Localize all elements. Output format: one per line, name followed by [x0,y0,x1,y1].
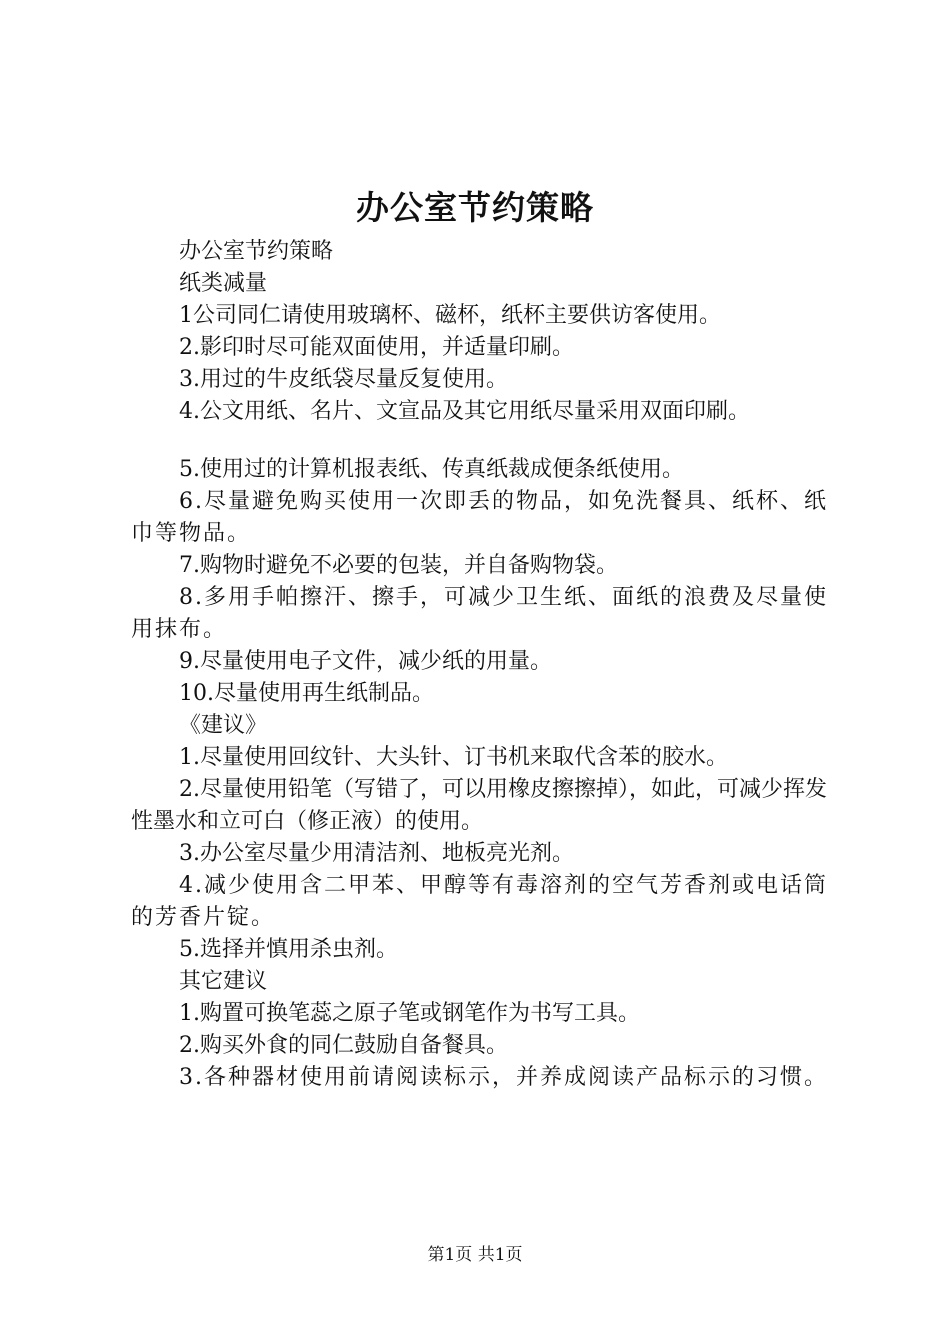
paragraph-other-item-2: 2.购买外食的同仁鼓励自备餐具。 [179,1033,508,1058]
paragraph-paper-item-1: 1公司同仁请使用玻璃杯、磁杯，纸杯主要供访客使用。 [179,303,721,328]
page-footer: 第1页 共1页 [427,1245,523,1265]
paragraph-paper-item-10: 10.尽量使用再生纸制品。 [179,681,434,706]
paragraph-suggestion-item-3: 3.办公室尽量少用清洁剂、地板亮光剂。 [179,841,574,866]
paragraph-paper-item-7: 7.购物时避免不必要的包装，并自备购物袋。 [179,553,618,578]
paragraph-paper-item-6: 6.尽量避免购买使用一次即丢的物品，如免洗餐具、纸杯、纸巾等物品。 [131,489,828,546]
paragraph-suggestion-item-2: 2.尽量使用铅笔（写错了，可以用橡皮擦擦掉），如此，可减少挥发性墨水和立可白（修正液）的使用。 [131,777,827,834]
document-body [131,236,843,1094]
paragraph-gap [131,428,843,454]
paragraph-suggestion-item-5: 5.选择并慎用杀虫剂。 [179,937,398,962]
paragraph-other-item-3: 3.各种器材使用前请阅读标示，并养成阅读产品标示的习惯。 [179,1065,828,1090]
paragraph-paper-item-4: 4.公文用纸、名片、文宣品及其它用纸尽量采用双面印刷。 [179,399,750,424]
paragraph-section-other: 其它建议 [179,969,268,994]
paragraph-doc-heading: 办公室节约策略 [179,239,334,264]
paragraph-section-paper: 纸类减量 [179,271,268,296]
page-title: 办公室节约策略 [356,188,594,227]
paragraph-other-item-1: 1.购置可换笔蕊之原子笔或钢笔作为书写工具。 [179,1001,640,1026]
paragraph-suggestion-item-4: 4.减少使用含二甲苯、甲醇等有毒溶剂的空气芳香剂或电话筒的芳香片锭。 [131,873,828,930]
paragraph-paper-item-2: 2.影印时尽可能双面使用，并适量印刷。 [179,335,574,360]
paragraph-paper-item-3: 3.用过的牛皮纸袋尽量反复使用。 [179,367,508,392]
paragraph-paper-item-9: 9.尽量使用电子文件，减少纸的用量。 [179,649,552,674]
paragraph-paper-item-5: 5.使用过的计算机报表纸、传真纸裁成便条纸使用。 [179,457,684,482]
paragraph-section-suggestions: 《建议》 [179,713,268,738]
paragraph-paper-item-8: 8.多用手帕擦汗、擦手，可减少卫生纸、面纸的浪费及尽量使用抹布。 [131,585,828,642]
paragraph-suggestion-item-1: 1.尽量使用回纹针、大头针、订书机来取代含苯的胶水。 [179,745,728,770]
